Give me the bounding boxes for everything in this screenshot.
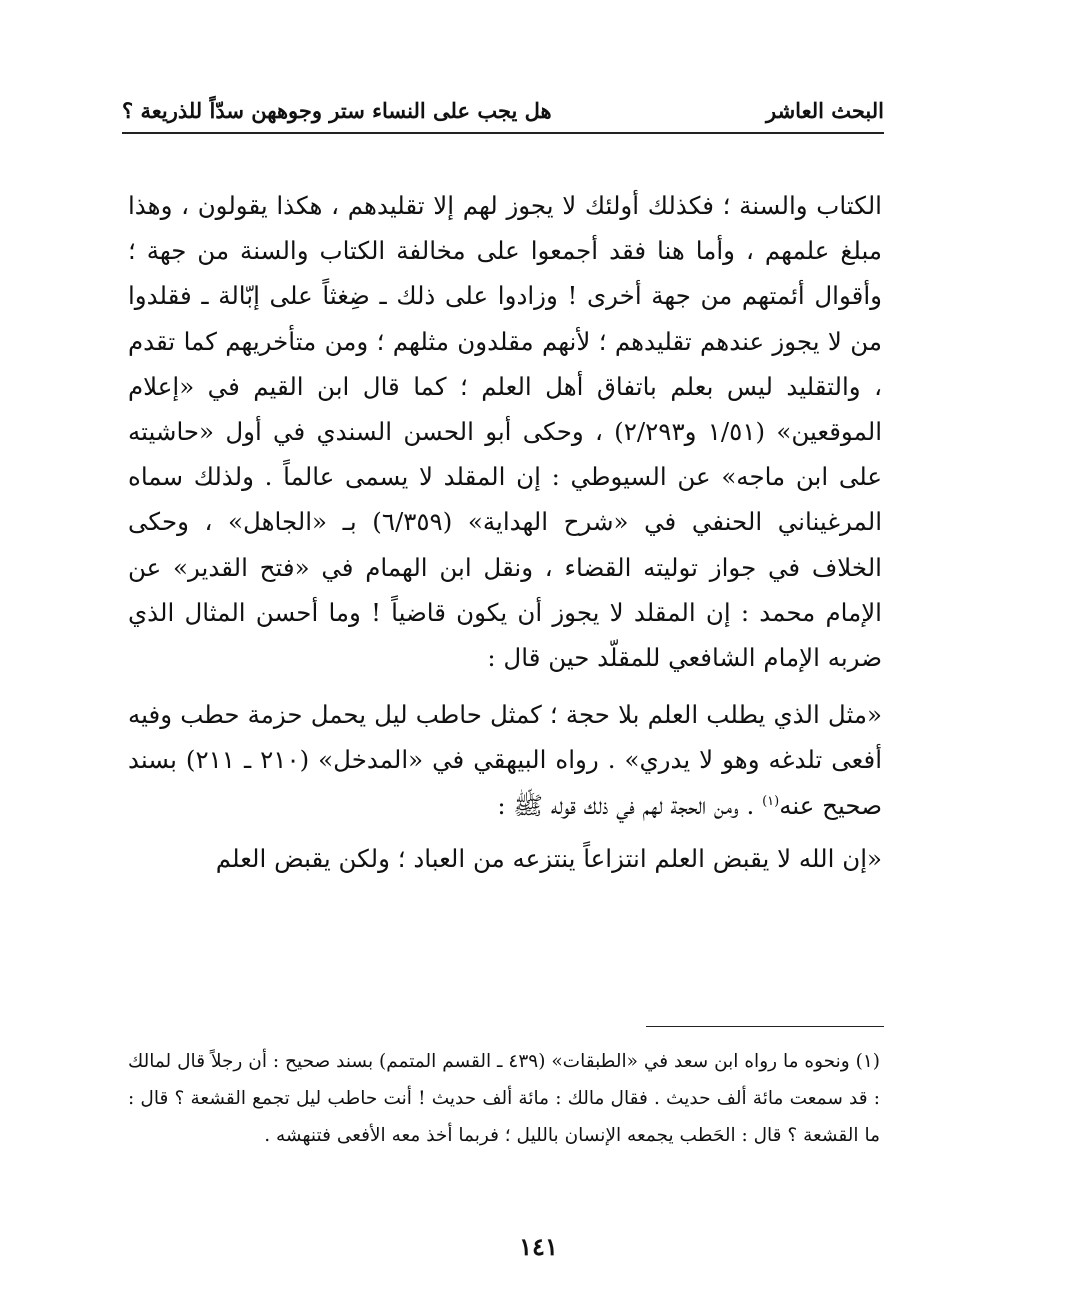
hadith-paragraph: «إن الله لا يقبض العلم انتزاعاً ينتزعه من العباد ؛ ولكن يقبض العلم — [215, 843, 882, 873]
footnotes — [128, 1043, 880, 1154]
quotation-continuation: . ومن الحجة لهم في ذلك قوله ﷺ : — [497, 790, 763, 820]
main-text — [128, 183, 882, 881]
page-number: ١٤١ — [519, 1232, 558, 1261]
footnote-reference: (١) — [762, 793, 780, 809]
quotation-paragraph — [128, 692, 882, 828]
running-header — [122, 92, 884, 134]
footnote-separator — [646, 1026, 884, 1027]
quotation-text: «مثل الذي يطلب العلم بلا حجة ؛ كمثل حاطب ليل يحمل حزمة حطب وفيه أفعى تلدغه وهو لا يدري» . رواه البيهقي في «المدخل» (٢١٠ ـ ٢١١) بسند صحيح عنه — [128, 700, 882, 820]
running-title: هل يجب على النساء ستر وجوههن سدّاً للذريعة ؟ — [122, 98, 552, 123]
chapter-label: البحث العاشر — [765, 98, 884, 123]
footnote: (١) ونحوه ما رواه ابن سعد في «الطبقات» (٤٣٩ ـ القسم المتمم) بسند صحيح : أن رجلاً قال لمالك : قد سمعت مائة ألف حديث . فقال مالك : مائة ألف حديث ! أنت حاطب ليل تجمع القشعة ؟ قال : ما القشعة ؟ قال : الحَطب يجمعه الإنسان بالليل ؛ فربما أخذ معه الأفعى فتنهشه . — [128, 1051, 880, 1146]
paragraph: الكتاب والسنة ؛ فكذلك أولئك لا يجوز لهم إلا تقليدهم ، هكذا يقولون ، وهذا مبلغ علمهم ، وأما هنا فقد أجمعوا على مخالفة الكتاب والسنة من جهة ؛ وأقوال أئمتهم من جهة أخرى ! وزادوا على ذلك ـ ضِغثاً على إبّالة ـ فقلدوا من لا يجوز عندهم تقليدهم ؛ لأنهم مقلدون مثلهم ؛ ومن متأخريهم كما تقدم ، والتقليد ليس بعلم باتفاق أهل العلم ؛ كما قال ابن القيم في «إعلام الموقعين» (١/٥١ و٢/٢٩٣) ، وحكى أبو الحسن السندي في أول «حاشيته على ابن ماجه» عن السيوطي : إن المقلد لا يسمى عالماً . ولذلك سماه المرغيناني الحنفي في «شرح الهداية» (٦/٣٥٩) بـ «الجاهل» ، وحكى الخلاف في جواز توليته القضاء ، ونقل ابن الهمام في «فتح القدير» عن الإمام محمد : إن المقلد لا يجوز أن يكون قاضياً ! وما أحسن المثال الذي ضربه الإمام الشافعي للمقلّد حين قال : — [128, 191, 882, 673]
